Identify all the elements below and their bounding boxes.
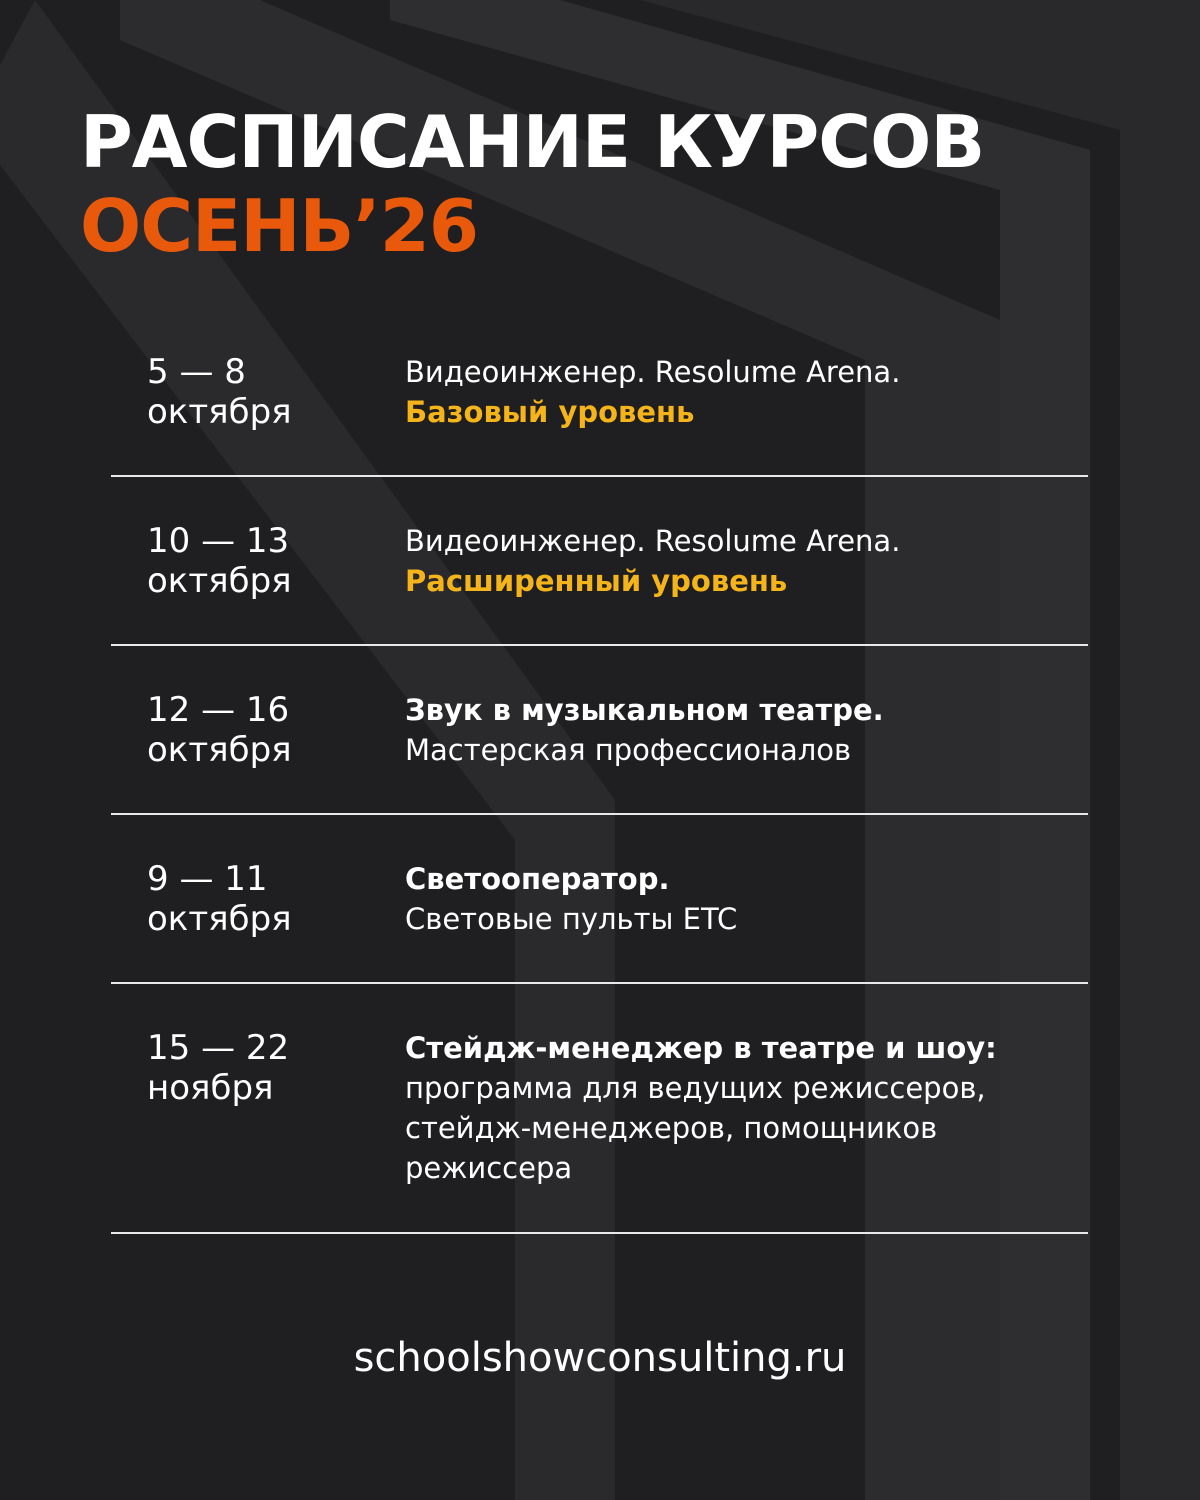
course-title: Звук в музыкальном театре.: [405, 693, 884, 727]
date-month: октября: [147, 392, 292, 432]
schedule-row: [111, 815, 1088, 984]
poster-title: [80, 100, 984, 268]
date-range: 9 — 11: [147, 859, 268, 899]
course-title: Стейдж-менеджер в театре и шоу:: [405, 1031, 997, 1065]
course-description: [405, 859, 1085, 939]
date-month: ноября: [147, 1068, 274, 1108]
schedule-row: [111, 477, 1088, 646]
date-range: 12 — 16: [147, 690, 290, 730]
course-level: Расширенный уровень: [405, 564, 788, 598]
course-description: [405, 690, 1085, 770]
course-level: Базовый уровень: [405, 395, 695, 429]
course-description: [405, 1028, 1085, 1188]
course-date: [147, 859, 292, 939]
date-month: октября: [147, 730, 292, 770]
date-month: октября: [147, 561, 292, 601]
schedule-row: [111, 984, 1088, 1234]
date-range: 10 — 13: [147, 521, 290, 561]
course-date: [147, 1028, 289, 1108]
course-date: [147, 521, 292, 601]
date-range: 15 — 22: [147, 1028, 290, 1068]
course-title: Видеоинженер. Resolume Arena.: [405, 524, 901, 558]
course-description: [405, 352, 1085, 432]
course-date: [147, 352, 292, 432]
course-description: [405, 521, 1085, 601]
course-date: [147, 690, 292, 770]
title-season: ОСЕНЬ’26: [80, 184, 478, 268]
course-subtitle: Световые пульты ETC: [405, 902, 738, 936]
schedule-row: [111, 336, 1088, 477]
course-subtitle-line: режиссера: [405, 1151, 573, 1185]
date-range: 5 — 8: [147, 352, 246, 392]
course-title: Светооператор.: [405, 862, 670, 896]
date-month: октября: [147, 899, 292, 939]
course-schedule: [111, 336, 1088, 1234]
website-link[interactable]: schoolshowconsulting.ru: [353, 1335, 847, 1381]
title-main: РАСПИСАНИЕ КУРСОВ: [80, 100, 985, 184]
course-subtitle-line: стейдж-менеджеров, помощников: [405, 1111, 938, 1145]
schedule-row: [111, 646, 1088, 815]
course-title: Видеоинженер. Resolume Arena.: [405, 355, 901, 389]
course-subtitle: Мастерская профессионалов: [405, 733, 852, 767]
course-subtitle-line: программа для ведущих режиссеров,: [405, 1071, 986, 1105]
